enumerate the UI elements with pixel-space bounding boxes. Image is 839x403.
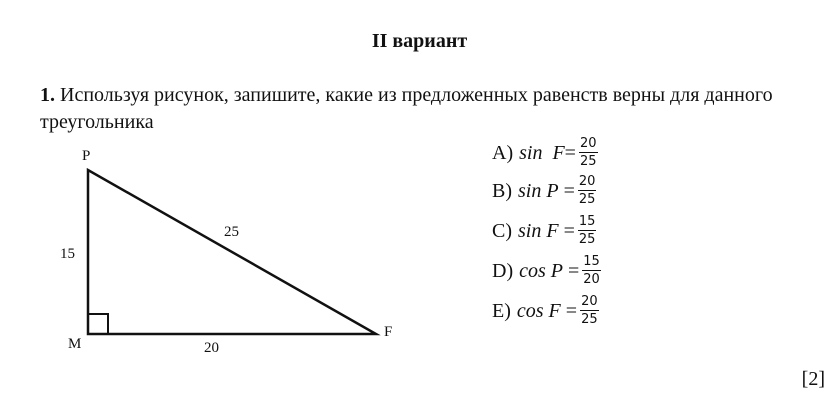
option-fraction [582,255,601,287]
side-label-pm: 15 [60,246,75,262]
option-equals: = [558,179,575,202]
option-expression: sin F [518,219,559,242]
option-fraction [579,137,598,169]
score-label: [2] [801,368,825,390]
option-fraction [580,295,599,327]
right-angle-marker [88,314,108,334]
fraction-numerator: 20 [578,174,596,189]
fraction-denominator: 25 [578,192,596,207]
fraction-numerator: 15 [583,254,600,269]
vertex-label-m: M [68,336,82,352]
option-expression: sin P [518,179,559,202]
option-letter: A) [492,141,514,164]
option-b [492,175,596,207]
fraction-denominator: 25 [579,154,597,169]
side-label-mf: 20 [204,340,219,356]
fraction-denominator: 25 [581,312,598,327]
option-letter: D) [492,259,514,282]
option-equals: = [563,259,580,282]
option-fraction [578,175,597,207]
triangle-figure [50,140,430,375]
option-expression: cos F [516,299,561,322]
fraction-denominator: 25 [578,232,596,247]
task-number: 1. [40,84,55,106]
vertex-label-p: P [82,148,91,164]
option-fraction [578,215,597,247]
triangle-shape [88,170,376,334]
option-expression: cos P [519,259,563,282]
fraction-denominator: 20 [583,272,600,287]
fraction-numerator: 20 [579,136,597,151]
option-c [492,215,596,247]
variant-title: II вариант [371,30,468,52]
side-label-pf: 25 [224,224,239,240]
option-d [492,255,601,287]
option-letter: B) [492,179,512,202]
option-letter: C) [492,219,512,242]
fraction-numerator: 15 [578,214,596,229]
task-statement [40,82,830,136]
option-equals: = [564,141,576,164]
option-equals: = [558,219,575,242]
option-letter: E) [492,299,511,322]
task-text: Используя рисунок, запишите, какие из предложенных равенств верны для данного треугольника [40,84,773,133]
option-a [492,137,598,169]
vertex-label-f: F [384,324,393,340]
option-e [492,295,599,327]
triangle-diagram [50,140,430,370]
option-expression: sin F [519,141,565,164]
option-equals: = [560,299,578,322]
fraction-numerator: 20 [581,294,598,309]
